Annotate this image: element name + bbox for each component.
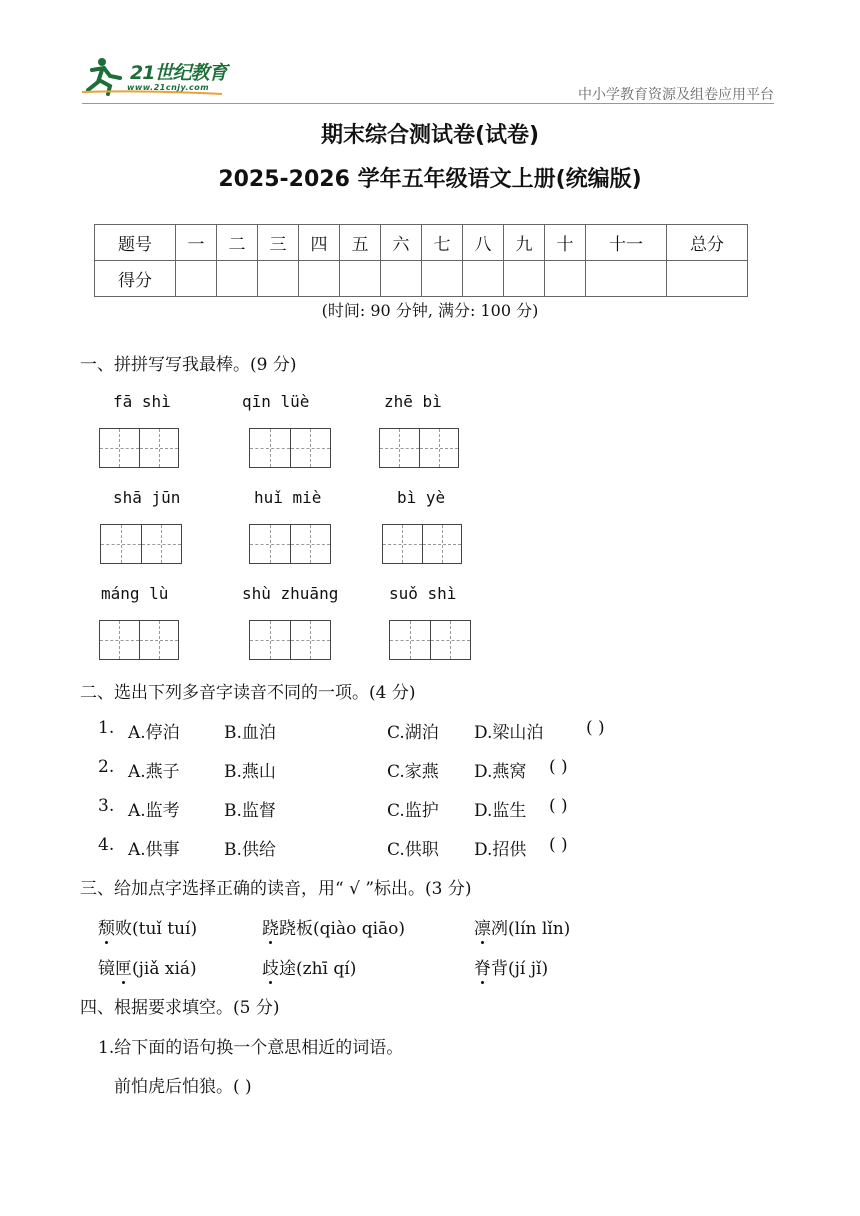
option-c: C.家燕 bbox=[387, 762, 439, 782]
answer-blank[interactable]: ( ) bbox=[549, 835, 568, 855]
table-cell: 七 bbox=[422, 225, 463, 261]
dotted-character: 凛 bbox=[474, 919, 491, 939]
writing-grid[interactable] bbox=[249, 524, 331, 564]
score-table bbox=[94, 224, 748, 297]
pinyin-label: shā jūn bbox=[113, 488, 181, 507]
option-d: D.招供 bbox=[474, 840, 527, 860]
writing-grid[interactable] bbox=[100, 524, 182, 564]
section1-heading: 一、拼拼写写我最棒。(9 分) bbox=[80, 355, 297, 375]
writing-grid[interactable] bbox=[389, 620, 471, 660]
pronunciation-item[interactable] bbox=[98, 914, 197, 939]
pinyin-label: shù zhuāng bbox=[242, 584, 339, 603]
writing-grid[interactable] bbox=[249, 428, 331, 468]
item-text: (jiǎ xiá) bbox=[132, 959, 197, 979]
score-input-cell[interactable] bbox=[217, 261, 258, 297]
pronunciation-item[interactable] bbox=[98, 954, 197, 979]
writing-grid[interactable] bbox=[379, 428, 459, 468]
option-b: B.监督 bbox=[224, 801, 276, 821]
option-a: A.停泊 bbox=[128, 723, 180, 743]
option-d: D.燕窝 bbox=[474, 762, 527, 782]
pronunciation-item[interactable] bbox=[262, 954, 356, 979]
section4-question1-line[interactable]: 前怕虎后怕狼。( ) bbox=[114, 1077, 252, 1097]
score-input-cell[interactable] bbox=[299, 261, 340, 297]
item-text: 背(jí jǐ) bbox=[491, 959, 549, 979]
item-text: 镜 bbox=[98, 959, 115, 979]
score-input-cell[interactable] bbox=[381, 261, 422, 297]
pinyin-label: zhē bì bbox=[384, 392, 442, 411]
pronunciation-item[interactable] bbox=[262, 914, 405, 939]
answer-blank[interactable]: ( ) bbox=[586, 718, 605, 738]
table-cell: 五 bbox=[340, 225, 381, 261]
option-a: A.供事 bbox=[128, 840, 180, 860]
question-number: 3. bbox=[98, 796, 115, 816]
question-number: 1. bbox=[98, 718, 115, 738]
answer-blank[interactable]: ( ) bbox=[549, 796, 568, 816]
logo-text: 21世纪教育 bbox=[130, 62, 227, 84]
section4-question1: 1.给下面的语句换一个意思相近的词语。 bbox=[98, 1038, 404, 1058]
table-cell: 得分 bbox=[95, 261, 176, 297]
pinyin-label: fā shì bbox=[113, 392, 171, 411]
table-row bbox=[95, 261, 748, 297]
item-text: 跷板(qiào qiāo) bbox=[279, 919, 406, 939]
score-input-cell[interactable] bbox=[586, 261, 667, 297]
option-b: B.血泊 bbox=[224, 723, 276, 743]
dotted-character: 颓 bbox=[98, 919, 115, 939]
writing-grid[interactable] bbox=[99, 620, 179, 660]
score-input-cell[interactable] bbox=[463, 261, 504, 297]
pinyin-label: qīn lüè bbox=[242, 392, 310, 411]
score-input-cell[interactable] bbox=[340, 261, 381, 297]
section3-heading: 三、给加点字选择正确的读音，用“ √ ”标出。(3 分) bbox=[80, 879, 472, 899]
writing-grid[interactable] bbox=[382, 524, 462, 564]
option-c: C.湖泊 bbox=[387, 723, 439, 743]
option-b: B.供给 bbox=[224, 840, 276, 860]
score-input-cell[interactable] bbox=[667, 261, 748, 297]
score-input-cell[interactable] bbox=[504, 261, 545, 297]
pronunciation-item[interactable] bbox=[474, 914, 570, 939]
table-cell: 题号 bbox=[95, 225, 176, 261]
table-cell: 四 bbox=[299, 225, 340, 261]
option-d: D.监生 bbox=[474, 801, 527, 821]
table-cell: 二 bbox=[217, 225, 258, 261]
platform-tagline: 中小学教育资源及组卷应用平台 bbox=[578, 87, 774, 103]
dotted-character: 脊 bbox=[474, 959, 491, 979]
score-input-cell[interactable] bbox=[545, 261, 586, 297]
dotted-character: 匣 bbox=[115, 959, 132, 979]
table-cell: 总分 bbox=[667, 225, 748, 261]
writing-grid[interactable] bbox=[99, 428, 179, 468]
table-row bbox=[95, 225, 748, 261]
exam-note: (时间: 90 分钟, 满分: 100 分) bbox=[321, 301, 539, 320]
table-cell: 六 bbox=[381, 225, 422, 261]
pinyin-label: bì yè bbox=[397, 488, 446, 507]
score-input-cell[interactable] bbox=[258, 261, 299, 297]
table-cell: 十一 bbox=[586, 225, 667, 261]
score-input-cell[interactable] bbox=[422, 261, 463, 297]
dotted-character: 歧 bbox=[262, 959, 279, 979]
question-number: 4. bbox=[98, 835, 115, 855]
answer-blank[interactable]: ( ) bbox=[549, 757, 568, 777]
pinyin-label: huǐ miè bbox=[254, 488, 322, 507]
option-a: A.监考 bbox=[128, 801, 180, 821]
table-cell: 九 bbox=[504, 225, 545, 261]
exam-title: 期末综合测试卷(试卷) bbox=[320, 123, 540, 148]
item-text: 败(tuǐ tuí) bbox=[115, 919, 198, 939]
section4-heading: 四、根据要求填空。(5 分) bbox=[80, 998, 280, 1018]
section2-heading: 二、选出下列多音字读音不同的一项。(4 分) bbox=[80, 683, 416, 703]
option-c: C.供职 bbox=[387, 840, 439, 860]
table-cell: 八 bbox=[463, 225, 504, 261]
pinyin-label: suǒ shì bbox=[389, 584, 457, 603]
option-b: B.燕山 bbox=[224, 762, 276, 782]
table-cell: 十 bbox=[545, 225, 586, 261]
pronunciation-item[interactable] bbox=[474, 954, 548, 979]
item-text: 冽(lín lǐn) bbox=[491, 919, 571, 939]
option-c: C.监护 bbox=[387, 801, 439, 821]
dotted-character: 跷 bbox=[262, 919, 279, 939]
logo-url: www.21cnjy.com bbox=[127, 83, 210, 92]
table-cell: 一 bbox=[176, 225, 217, 261]
question-number: 2. bbox=[98, 757, 115, 777]
pinyin-label: máng lù bbox=[101, 584, 169, 603]
header-divider bbox=[82, 103, 774, 104]
writing-grid[interactable] bbox=[249, 620, 331, 660]
option-a: A.燕子 bbox=[128, 762, 180, 782]
table-cell: 三 bbox=[258, 225, 299, 261]
score-input-cell[interactable] bbox=[176, 261, 217, 297]
exam-subtitle: 2025-2026 学年五年级语文上册(统编版) bbox=[218, 167, 642, 192]
item-text: 途(zhī qí) bbox=[279, 959, 357, 979]
option-d: D.梁山泊 bbox=[474, 723, 544, 743]
